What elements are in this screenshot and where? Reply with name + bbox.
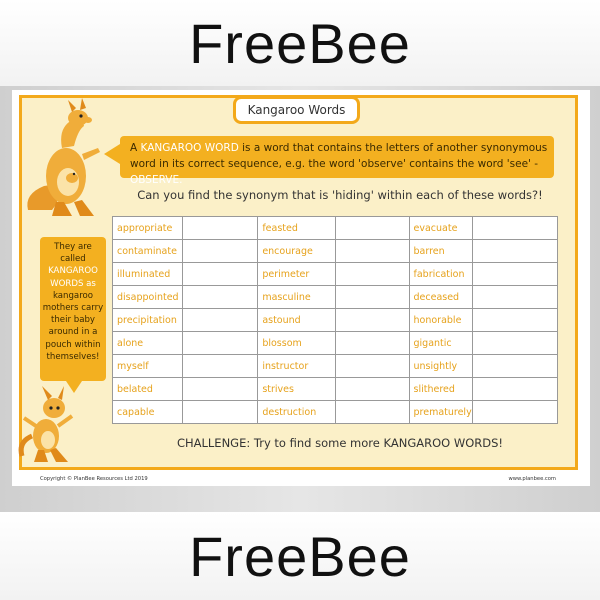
kangaroo-word-cell: evacuate: [409, 217, 472, 240]
kangaroo-word-cell: appropriate: [113, 217, 183, 240]
answer-cell[interactable]: [472, 263, 557, 286]
kangaroo-joey-icon: [18, 384, 82, 464]
question-text: Can you find the synonym that is 'hiding' within each of these words?!: [137, 188, 543, 202]
kangaroo-word-cell: fabrication: [409, 263, 472, 286]
table-row: [113, 240, 558, 263]
kangaroo-word-cell: myself: [113, 355, 183, 378]
answer-cell[interactable]: [336, 355, 409, 378]
answer-cell[interactable]: [472, 355, 557, 378]
kangaroo-word-cell: strives: [258, 378, 336, 401]
challenge-text: CHALLENGE: Try to find some more KANGAROO WORDS!: [176, 436, 504, 450]
answer-cell[interactable]: [182, 286, 257, 309]
answer-cell[interactable]: [472, 378, 557, 401]
kangaroo-word-cell: alone: [113, 332, 183, 355]
kangaroo-word-cell: blossom: [258, 332, 336, 355]
answer-cell[interactable]: [336, 217, 409, 240]
words-table: [112, 216, 558, 424]
kangaroo-word-cell: honorable: [409, 309, 472, 332]
kangaroo-word-cell: instructor: [258, 355, 336, 378]
kangaroo-word-cell: unsightly: [409, 355, 472, 378]
answer-cell[interactable]: [472, 332, 557, 355]
definition-box: A KANGAROO WORD is a word that contains the letters of another synonymous word in its correct sequence, e.g. the word 'observe' contains the word 'see' - OBSERVE.: [120, 136, 554, 178]
kangaroo-word-cell: encourage: [258, 240, 336, 263]
table-row: [113, 217, 558, 240]
table-row: [113, 332, 558, 355]
kangaroo-word-cell: perimeter: [258, 263, 336, 286]
answer-cell[interactable]: [336, 263, 409, 286]
answer-cell[interactable]: [182, 378, 257, 401]
kangaroo-word-cell: destruction: [258, 401, 336, 424]
table-row: [113, 355, 558, 378]
answer-cell[interactable]: [182, 217, 257, 240]
kangaroo-word-cell: slithered: [409, 378, 472, 401]
kangaroo-word-cell: masculine: [258, 286, 336, 309]
table-row: [113, 401, 558, 424]
answer-cell[interactable]: [336, 240, 409, 263]
answer-cell[interactable]: [336, 401, 409, 424]
answer-cell[interactable]: [336, 378, 409, 401]
copyright-text: Copyright © PlanBee Resources Ltd 2019: [40, 476, 148, 482]
answer-cell[interactable]: [182, 263, 257, 286]
kangaroo-word-cell: contaminate: [113, 240, 183, 263]
brand-header: FreeBee: [0, 0, 600, 86]
definition-example: OBSERVE.: [130, 174, 183, 186]
kangaroo-mother-icon: [22, 98, 112, 220]
kangaroo-word-cell: deceased: [409, 286, 472, 309]
kangaroo-word-cell: capable: [113, 401, 183, 424]
answer-cell[interactable]: [336, 286, 409, 309]
kangaroo-word-cell: feasted: [258, 217, 336, 240]
brand-footer: FreeBee: [0, 512, 600, 600]
worksheet-title: Kangaroo Words: [233, 96, 360, 124]
answer-cell[interactable]: [182, 332, 257, 355]
website-text: www.planbee.com: [508, 476, 556, 482]
table-row: [113, 378, 558, 401]
kangaroo-word-cell: astound: [258, 309, 336, 332]
answer-cell[interactable]: [472, 286, 557, 309]
answer-cell[interactable]: [472, 309, 557, 332]
table-row: [113, 309, 558, 332]
table-row: [113, 286, 558, 309]
side-note-box: They are called KANGAROO WORDS as kangaroo mothers carry their baby around in a pouch within themselves!: [40, 237, 106, 381]
definition-highlight: KANGAROO WORD: [140, 142, 239, 154]
answer-cell[interactable]: [472, 217, 557, 240]
answer-cell[interactable]: [182, 355, 257, 378]
answer-cell[interactable]: [182, 401, 257, 424]
kangaroo-word-cell: precipitation: [113, 309, 183, 332]
kangaroo-word-cell: barren: [409, 240, 472, 263]
answer-cell[interactable]: [182, 309, 257, 332]
table-row: [113, 263, 558, 286]
kangaroo-word-cell: prematurely: [409, 401, 472, 424]
answer-cell[interactable]: [336, 332, 409, 355]
kangaroo-word-cell: gigantic: [409, 332, 472, 355]
answer-cell[interactable]: [336, 309, 409, 332]
answer-cell[interactable]: [472, 240, 557, 263]
kangaroo-word-cell: disappointed: [113, 286, 183, 309]
kangaroo-word-cell: belated: [113, 378, 183, 401]
answer-cell[interactable]: [472, 401, 557, 424]
answer-cell[interactable]: [182, 240, 257, 263]
kangaroo-word-cell: illuminated: [113, 263, 183, 286]
